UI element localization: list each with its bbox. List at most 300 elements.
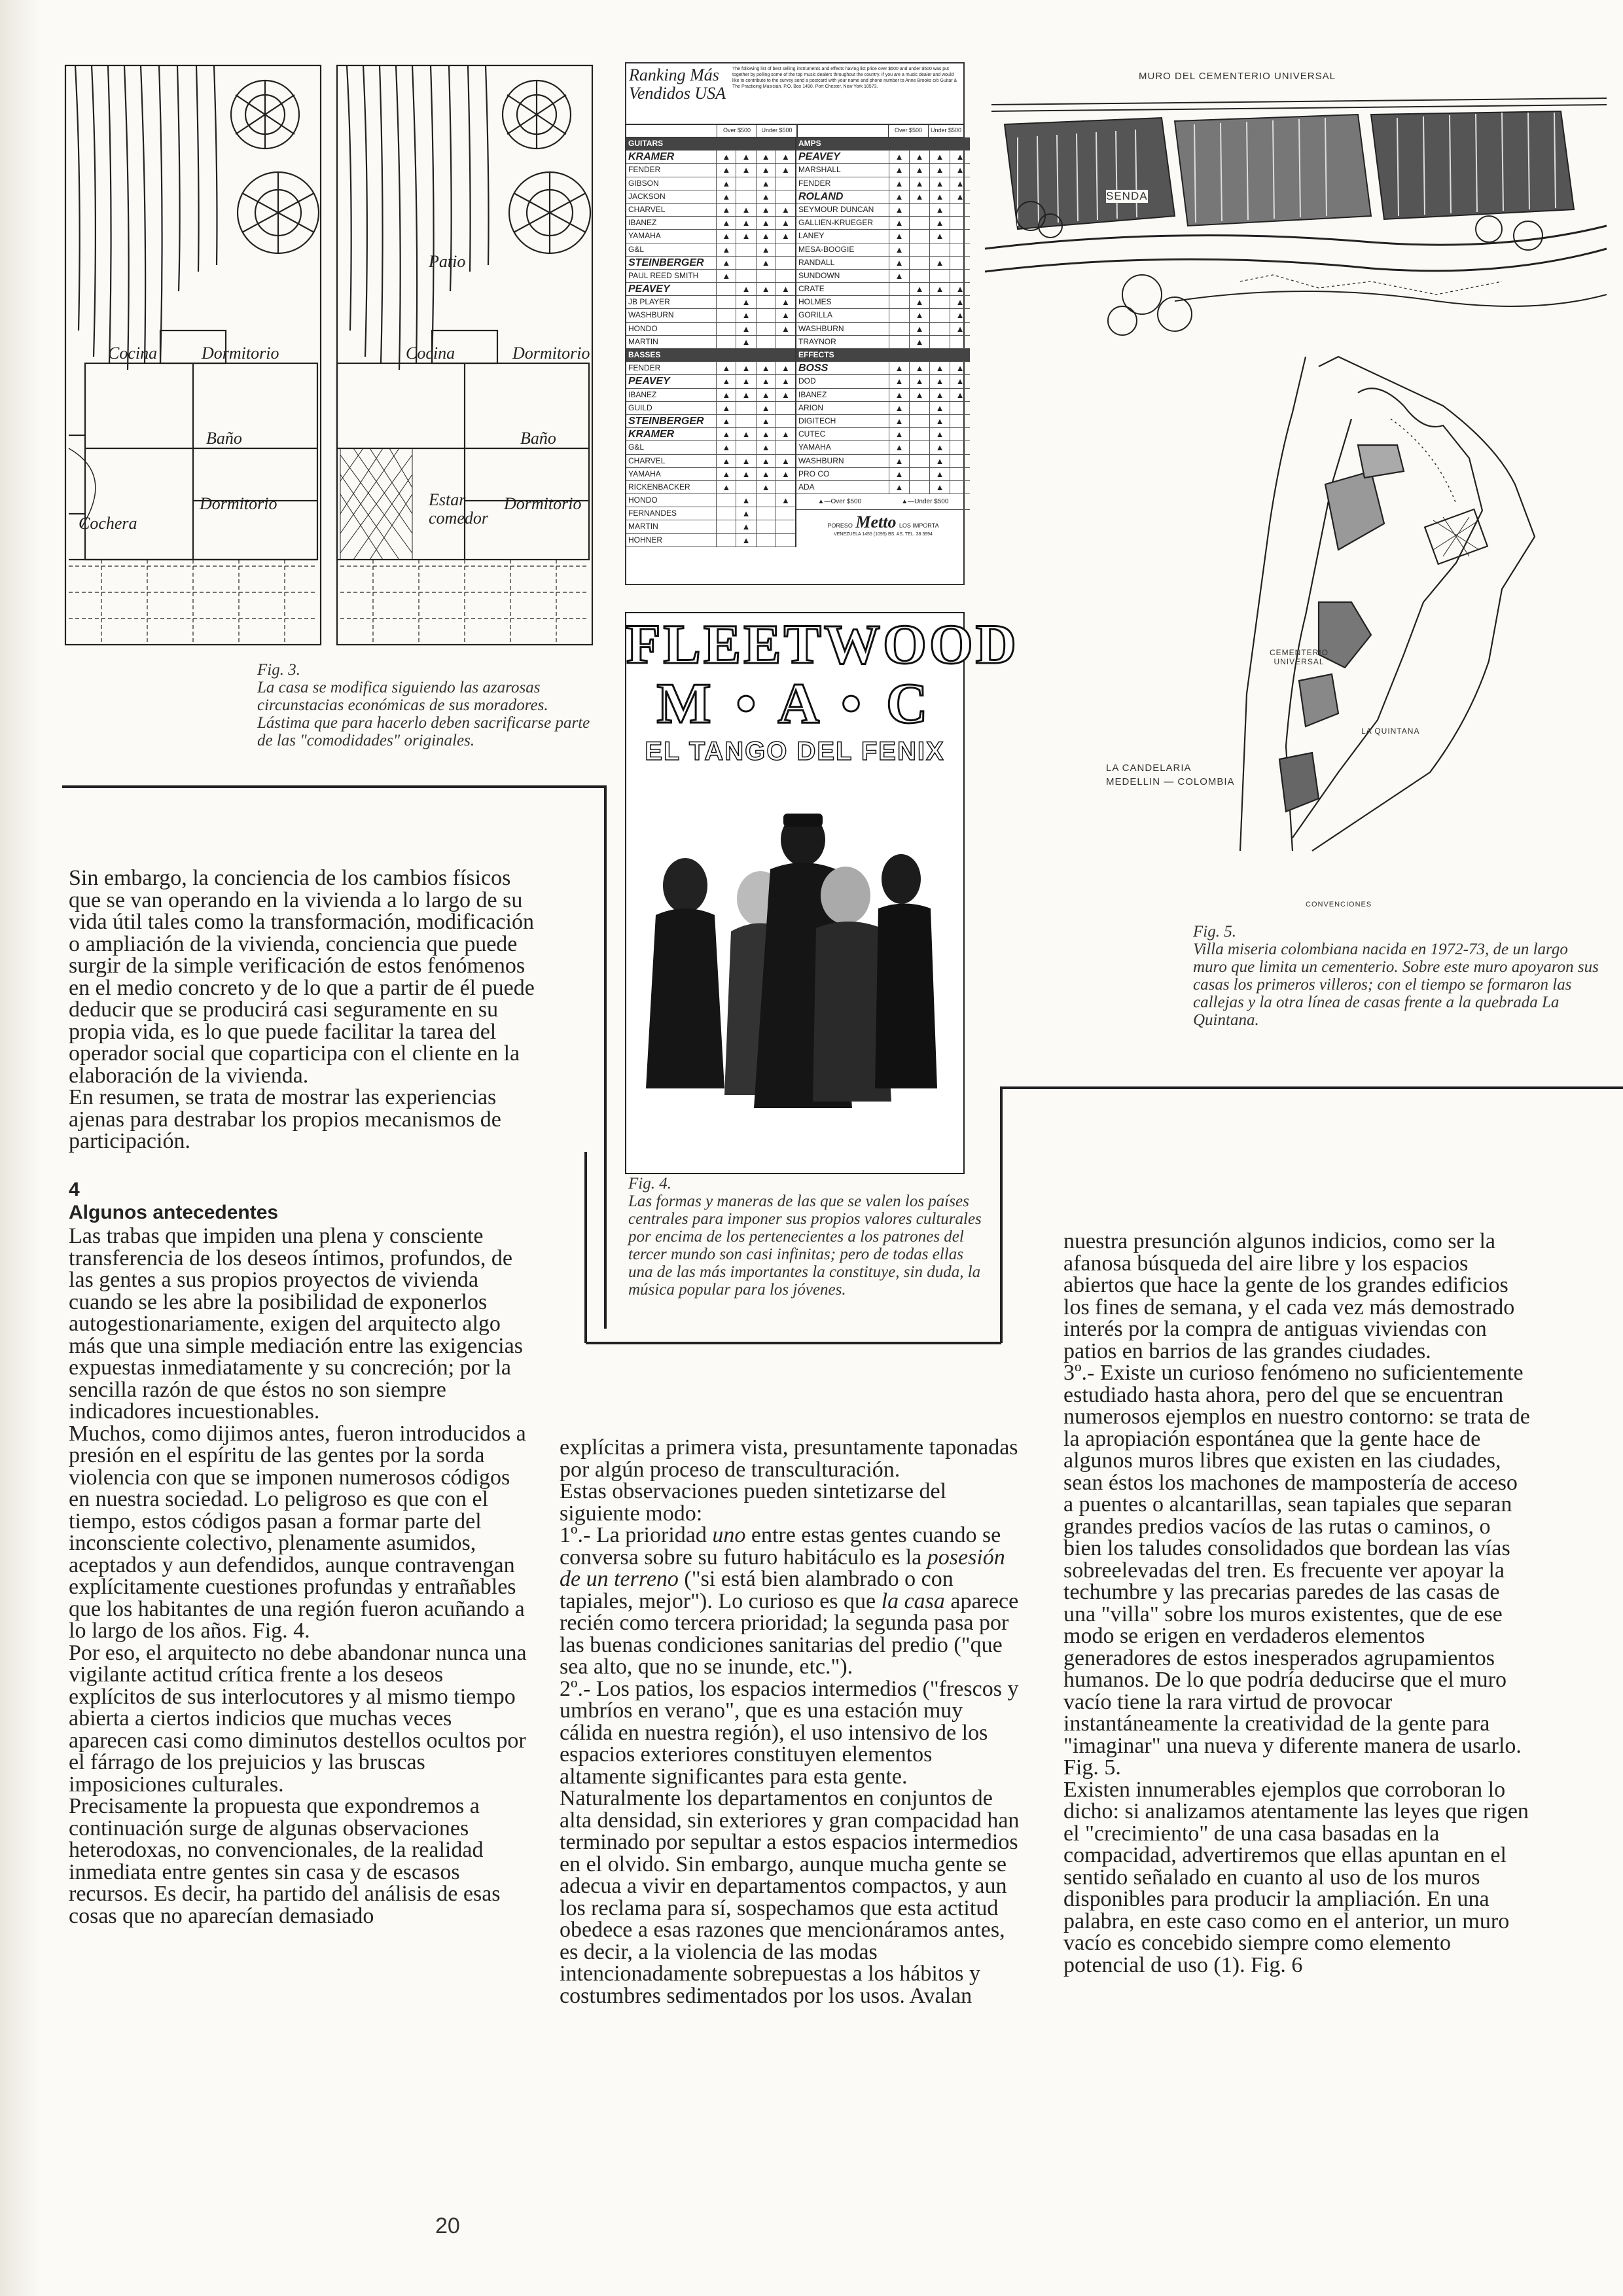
fig5-label-convenciones: CONVENCIONES [1306, 901, 1372, 908]
rank-mark: ▲ [756, 204, 776, 216]
brand-name: DIGITECH [798, 416, 836, 425]
brand-name: KRAMER [628, 151, 675, 163]
rank-mark: ▲ [716, 362, 736, 374]
col1-paragraph-5: Por eso, el arquitecto no debe abandonar nunca una vigilante actitud crítica frente a los deseos explícitos de sus interlocutores y al mismo tiempo abierta a ciertos indicios que muchas veces aparecen casi como diminutos destellos ocultos por el fárrago de los prejuicios y las bruscas imposiciones culturales. [69, 1640, 527, 1797]
rank-mark: ▲ [736, 520, 755, 533]
rank-mark: ▲ [889, 243, 909, 256]
ranking-row [796, 230, 970, 243]
rank-mark: ▲ [776, 309, 795, 321]
rank-mark: ▲ [736, 494, 755, 507]
rank-mark: ▲ [909, 190, 929, 203]
ranking-col-headers [626, 125, 963, 137]
rank-mark: ▲ [736, 151, 755, 163]
fig3-caption [257, 661, 597, 749]
brand-name: HONDO [628, 323, 658, 333]
rank-mark [929, 270, 950, 282]
fig3-label-patio: Patio [429, 252, 466, 271]
rank-mark [909, 468, 929, 480]
rank-mark [950, 230, 970, 242]
ranking-row [626, 243, 795, 257]
fig3-label-dormitorio-right-2: Dormitorio [504, 494, 582, 513]
rank-mark [736, 441, 755, 454]
rank-mark: ▲ [929, 164, 950, 176]
sponsor-address: VENEZUELA 1455 (1095) BS. AS. TEL. 38 3994 [834, 532, 933, 537]
rank-mark [736, 243, 755, 256]
rank-mark: ▲ [776, 204, 795, 216]
fig3-label-dormitorio-right: Dormitorio [512, 344, 590, 363]
rank-mark [889, 336, 909, 348]
brand-name: PAUL REED SMITH [628, 270, 699, 280]
ranking-row [796, 283, 970, 296]
fig5-caption-number: Fig. 5. [1193, 923, 1236, 941]
ranking-row [796, 151, 970, 164]
rank-mark [716, 296, 736, 308]
rank-mark [950, 257, 970, 269]
brand-name: STEINBERGER [628, 415, 704, 427]
rank-mark: ▲ [776, 164, 795, 176]
brand-name: ADA [798, 482, 815, 492]
ranking-left-column [626, 137, 796, 547]
rank-mark: ▲ [889, 468, 909, 480]
rank-mark: ▲ [776, 494, 795, 507]
ranking-row [626, 402, 795, 415]
rank-mark: ▲ [716, 270, 736, 282]
rank-mark: ▲ [929, 402, 950, 414]
fig3-label-estar: Estar comedor [429, 490, 488, 528]
brand-name: FENDER [628, 363, 661, 373]
rank-mark: ▲ [929, 362, 950, 374]
rank-mark: ▲ [716, 151, 736, 163]
brand-name: CHARVEL [628, 456, 666, 465]
brand-name: YAMAHA [798, 442, 831, 452]
fig3-label-bano-right: Baño [520, 429, 556, 448]
rank-mark: ▲ [756, 441, 776, 454]
rank-mark [929, 309, 950, 321]
rank-mark: ▲ [736, 230, 755, 242]
ranking-row [796, 164, 970, 177]
rank-mark: ▲ [929, 428, 950, 440]
brand-name: YAMAHA [628, 469, 661, 478]
rank-mark: ▲ [756, 402, 776, 414]
ranking-row [626, 428, 795, 441]
rank-mark [909, 243, 929, 256]
rank-mark [929, 296, 950, 308]
ranking-row [626, 441, 795, 454]
rank-mark: ▲ [716, 217, 736, 229]
ranking-row [626, 389, 795, 402]
rank-mark: ▲ [929, 257, 950, 269]
rank-mark [736, 257, 755, 269]
brand-name: HOLMES [798, 297, 832, 307]
rank-mark: ▲ [950, 164, 970, 176]
brand-name: YAMAHA [628, 231, 661, 241]
basses-rows [626, 362, 795, 547]
brand-name: BOSS [798, 363, 829, 374]
brand-name: WASHBURN [798, 456, 844, 465]
rank-mark [776, 534, 795, 547]
ranking-row [626, 296, 795, 309]
ranking-row [796, 296, 970, 309]
brand-name: FENDER [798, 178, 831, 188]
fig4-album-cover [625, 612, 1019, 1174]
fig4-right-rule [1000, 1086, 1003, 1343]
ranking-row [626, 415, 795, 428]
rank-mark: ▲ [716, 481, 736, 493]
rank-mark: ▲ [716, 415, 736, 427]
fig5-caption [1193, 923, 1602, 1029]
rank-mark [776, 177, 795, 190]
rank-mark: ▲ [889, 270, 909, 282]
brand-name: MARTIN [628, 336, 658, 346]
rank-mark [909, 257, 929, 269]
fig5-label-muro: MURO DEL CEMENTERIO UNIVERSAL [1139, 71, 1336, 82]
rank-mark [736, 415, 755, 427]
ranking-row [796, 441, 970, 454]
col2-paragraph-2: Estas observaciones pueden sintetizarse del siguiente modo: [560, 1479, 947, 1526]
brand-name: GUILD [628, 403, 652, 412]
fig5-aerial-sketch [978, 85, 1616, 340]
brand-name: PEAVEY [628, 283, 670, 295]
ranking-row [796, 204, 970, 217]
rank-mark: ▲ [889, 362, 909, 374]
rank-mark [776, 270, 795, 282]
brand-name: GORILLA [798, 310, 833, 320]
fig3-caption-number: Fig. 3. [257, 661, 300, 679]
album-band-name-2: M • A • C [656, 672, 933, 736]
brand-name: DOD [798, 376, 816, 386]
ranking-row [796, 362, 970, 375]
rank-mark: ▲ [716, 190, 736, 203]
rank-mark: ▲ [929, 283, 950, 295]
column-3 [1063, 1230, 1533, 1976]
rank-mark: ▲ [716, 243, 736, 256]
rank-mark: ▲ [929, 230, 950, 242]
rank-mark: ▲ [909, 164, 929, 176]
rank-mark: ▲ [929, 217, 950, 229]
rank-mark [950, 468, 970, 480]
rank-mark [736, 177, 755, 190]
rank-mark: ▲ [950, 177, 970, 190]
brand-name: ARION [798, 403, 824, 412]
rank-mark: ▲ [909, 309, 929, 321]
rank-mark [776, 507, 795, 520]
fig4-ranking-table [625, 62, 965, 585]
fig3-label-dormitorio-left-2: Dormitorio [200, 494, 277, 513]
ranking-row [796, 190, 970, 204]
ranking-row [626, 164, 795, 177]
page-number: 20 [435, 2214, 460, 2238]
effects-rows [796, 362, 970, 494]
rank-mark: ▲ [716, 164, 736, 176]
rank-mark: ▲ [889, 402, 909, 414]
rank-mark: ▲ [716, 257, 736, 269]
rank-mark: ▲ [736, 468, 755, 480]
rank-mark: ▲ [929, 481, 950, 493]
rank-mark: ▲ [736, 283, 755, 295]
rank-mark: ▲ [756, 283, 776, 295]
column-2 [560, 1437, 1021, 2007]
section-title: Algunos antecedentes [69, 1202, 279, 1223]
col-over-label: Over $500 [717, 125, 757, 137]
rank-mark [889, 296, 909, 308]
brand-name: CUTEC [798, 429, 826, 439]
rank-mark: ▲ [776, 283, 795, 295]
ranking-row [796, 270, 970, 283]
brand-name: WASHBURN [798, 323, 844, 333]
rank-mark: ▲ [756, 428, 776, 440]
ranking-row [626, 217, 795, 230]
col3-paragraph-1: nuestra presunción algunos indicios, como ser la afanosa búsqueda del aire libre y los espacios abiertos que hace la gente de los grandes edificios los fines de semana, y el cada vez más demostrado interés por la compra de antiguas viviendas con patios en barrios de las grandes ciudades. [1063, 1229, 1515, 1363]
col1-paragraph-6: Precisamente la propuesta que expondremos a continuación surge de algunas observaciones heterodoxas, no convencionales, de la realidad inmediata entre gentes sin casa y de escasos recursos. Es decir, ha partido del análisis de esas cosas que no aparecían demasiado [69, 1794, 501, 1928]
rank-mark: ▲ [909, 177, 929, 190]
rank-mark [929, 323, 950, 335]
fig3-caption-text: La casa se modifica siguiendo las azarosas circunstacias económicas de sus moradores. Lástima que para hacerlo deben sacrificarse parte de las "comodidades" originales. [257, 679, 590, 749]
rank-mark: ▲ [889, 375, 909, 387]
brand-name: MESA-BOOGIE [798, 244, 855, 254]
ranking-row [626, 270, 795, 283]
rank-mark [889, 309, 909, 321]
brand-name: WASHBURN [628, 310, 674, 320]
fig3-label-cocina-right: Cocina [406, 344, 455, 363]
fig5-label-medellin: MEDELLIN — COLOMBIA [1106, 776, 1235, 787]
rank-mark [756, 507, 776, 520]
fig3-bottom-rule [62, 785, 605, 788]
rank-mark: ▲ [909, 336, 929, 348]
ranking-row [626, 204, 795, 217]
ranking-row [626, 309, 795, 322]
rank-mark: ▲ [889, 164, 909, 176]
rank-mark: ▲ [736, 217, 755, 229]
album-band-photo [626, 781, 961, 1121]
rank-mark: ▲ [889, 217, 909, 229]
ranking-row [796, 177, 970, 190]
rank-mark: ▲ [756, 389, 776, 401]
rank-mark [716, 336, 736, 348]
ranking-row [626, 534, 795, 547]
rank-mark: ▲ [889, 428, 909, 440]
ranking-row [796, 375, 970, 388]
rank-mark [929, 336, 950, 348]
fig5-label-cementerio: CEMENTERIO UNIVERSAL [1269, 648, 1329, 666]
brand-name: JB PLAYER [628, 297, 670, 307]
guitars-rows [626, 151, 795, 349]
page-edge [0, 0, 39, 2296]
brand-name: CHARVEL [628, 204, 666, 214]
rank-mark [776, 402, 795, 414]
rank-mark [950, 270, 970, 282]
rank-mark: ▲ [889, 415, 909, 427]
rank-mark [716, 520, 736, 533]
rank-mark: ▲ [776, 230, 795, 242]
fig4-caption-number: Fig. 4. [628, 1175, 671, 1193]
rank-mark: ▲ [756, 151, 776, 163]
rank-mark: ▲ [776, 389, 795, 401]
rank-mark: ▲ [889, 389, 909, 401]
ranking-row [626, 468, 795, 481]
rank-mark: ▲ [756, 190, 776, 203]
rank-mark [756, 270, 776, 282]
rank-mark: ▲ [736, 323, 755, 335]
rank-mark: ▲ [776, 455, 795, 467]
rank-mark: ▲ [736, 336, 755, 348]
rank-mark: ▲ [776, 217, 795, 229]
ranking-row [796, 455, 970, 468]
column-1 [69, 867, 535, 1927]
ranking-row [626, 494, 795, 507]
rank-mark: ▲ [756, 468, 776, 480]
rank-mark: ▲ [950, 296, 970, 308]
rank-mark: ▲ [756, 243, 776, 256]
rank-mark [756, 296, 776, 308]
rank-mark [716, 534, 736, 547]
rank-mark: ▲ [909, 362, 929, 374]
rank-mark: ▲ [736, 362, 755, 374]
rank-mark: ▲ [756, 164, 776, 176]
ranking-legend [796, 494, 970, 510]
rank-mark [736, 481, 755, 493]
rank-mark: ▲ [929, 177, 950, 190]
rank-mark: ▲ [889, 190, 909, 203]
rank-mark [950, 441, 970, 454]
brand-name: CRATE [798, 284, 825, 294]
rank-mark [950, 217, 970, 229]
rank-mark: ▲ [776, 428, 795, 440]
brand-name: G&L [628, 442, 645, 452]
ranking-row [796, 389, 970, 402]
rank-mark [756, 336, 776, 348]
rank-mark [929, 243, 950, 256]
rank-mark: ▲ [716, 441, 736, 454]
ranking-row [626, 375, 795, 388]
brand-name: SEYMOUR DUNCAN [798, 204, 874, 214]
rank-mark [776, 336, 795, 348]
rank-mark: ▲ [889, 204, 909, 216]
ranking-row [796, 481, 970, 494]
rank-mark: ▲ [776, 323, 795, 335]
rank-mark: ▲ [716, 402, 736, 414]
rank-mark: ▲ [950, 151, 970, 163]
rank-mark: ▲ [929, 375, 950, 387]
rank-mark [776, 481, 795, 493]
brand-name: GALLIEN-KRUEGER [798, 218, 874, 228]
rank-mark: ▲ [776, 375, 795, 387]
rank-mark: ▲ [950, 309, 970, 321]
ranking-right-column [796, 137, 970, 547]
rank-mark [909, 217, 929, 229]
rank-mark: ▲ [889, 257, 909, 269]
rank-mark [909, 481, 929, 493]
ranking-header [626, 63, 963, 125]
rank-mark: ▲ [889, 455, 909, 467]
rank-mark [716, 507, 736, 520]
rank-mark: ▲ [950, 323, 970, 335]
fig5-bottom-rule [1000, 1086, 1623, 1089]
rank-mark: ▲ [909, 296, 929, 308]
fig3-label-bano-left: Baño [206, 429, 242, 448]
guitars-header: GUITARS [626, 137, 795, 151]
legend-over: ▲—Over $500 [817, 498, 862, 506]
rank-mark [909, 402, 929, 414]
rank-mark: ▲ [776, 468, 795, 480]
album-band-name: FLEETWOOD [626, 613, 1019, 675]
ranking-row [796, 217, 970, 230]
fig5-label-quintana: LA QUINTANA [1361, 726, 1420, 736]
rank-mark: ▲ [909, 375, 929, 387]
rank-mark [909, 230, 929, 242]
rank-mark: ▲ [716, 468, 736, 480]
ranking-title: Ranking Más Vendidos USA [629, 65, 726, 103]
rank-mark: ▲ [756, 481, 776, 493]
rank-mark: ▲ [889, 230, 909, 242]
fig3-label-dormitorio-left: Dormitorio [202, 344, 279, 363]
rank-mark [756, 323, 776, 335]
rank-mark [909, 270, 929, 282]
rank-mark [716, 494, 736, 507]
fig5-label-senda: SENDA [1106, 190, 1148, 202]
rank-mark: ▲ [736, 534, 755, 547]
brand-name: G&L [628, 244, 645, 254]
col1-paragraph-3: Las trabas que impiden una plena y consciente transferencia de los deseos íntimos, profundos, de las gentes a sus propios proyectos de vivienda cuando se les abre la posibilidad de exponerlos autogestionariamente, exigen del arquitecto algo más que una simple mediación entre las exigencias expuestas inmediatamente y su concreción; por la sencilla razón de que éstos no son siempre indicadores incuestionables. [69, 1224, 523, 1424]
rank-mark [736, 190, 755, 203]
rank-mark [756, 534, 776, 547]
ranking-row [796, 468, 970, 481]
rank-mark [950, 481, 970, 493]
col2-paragraph-3: 1º.- La prioridad uno entre estas gentes cuando se conversa sobre su futuro habitáculo es la posesión de un terreno ("si está bien alambrado o con tapiales, mejor"). Lo curioso es que la casa aparece recién como tercera prioridad; la segunda pasa por las buenas condiciones sanitarias del predio ("que sea alto, que no se inunde, etc."). [560, 1523, 1019, 1679]
rank-mark: ▲ [736, 164, 755, 176]
ranking-row [626, 257, 795, 270]
ranking-row [626, 283, 795, 296]
amps-rows [796, 151, 970, 349]
rank-mark: ▲ [950, 375, 970, 387]
ranking-row [796, 243, 970, 257]
rank-mark: ▲ [736, 296, 755, 308]
brand-name: FENDER [628, 165, 661, 175]
ranking-sponsor: PORESO Metto LOS IMPORTA VENEZUELA 1455 (1095) BS. AS. TEL. 38 3994 [796, 510, 970, 539]
ranking-row [796, 257, 970, 270]
rank-mark: ▲ [756, 177, 776, 190]
section-number: 4 [69, 1178, 80, 1200]
rank-mark: ▲ [929, 441, 950, 454]
brand-name: STEINBERGER [628, 257, 704, 268]
brand-name: KRAMER [628, 429, 675, 440]
fig4-caption-text: Las formas y maneras de las que se valen los países centrales para imponer sus propios valores culturales por encima de los pertenecientes a los patrones del tercer mundo son casi infinitas; pero de todas ellas una de las más importantes la constituye, sin duda, la música popular para los jóvenes. [628, 1193, 982, 1299]
col-under-label-2: Under $500 [928, 125, 963, 137]
ranking-row [626, 323, 795, 336]
rank-mark: ▲ [950, 362, 970, 374]
brand-name: MARSHALL [798, 165, 841, 175]
col1-paragraph-4: Muchos, como dijimos antes, fueron introducidos a presión en el espíritu de las gentes por la sorda violencia con que se imponen numerosos códigos en nuestra sociedad. Lo peligroso es que con el tiempo, estos códigos pasan a formar parte del inconsciente colectivo, plenamente asumidos, aceptados y aun defendidos, aunque contravengan explícitamente cuestiones profundas y entrañables que los habitantes de una región fueron acuñando a lo largo de los años. Fig. 4. [69, 1421, 526, 1643]
fig3-label-cocina-left: Cocina [108, 344, 158, 363]
rank-mark [716, 309, 736, 321]
effects-header: EFFECTS [796, 349, 970, 362]
rank-mark [776, 415, 795, 427]
ranking-note: The following list of best selling instruments and effects having list price over $500 and under $500 was put together by polling some of the top music dealers throughout the country. If you are a music dealer and would like to contribute to the survey send a postcard with your name and phone number to Anne Brooks c/o Guitar & The Practicing Musician, P.O. Box 1490, Port Chester, New York 10573. [732, 67, 957, 89]
fig5-site-map [1207, 353, 1548, 857]
rank-mark: ▲ [716, 389, 736, 401]
brand-name: RANDALL [798, 257, 835, 267]
ranking-row [626, 481, 795, 494]
fig4-caption [628, 1175, 985, 1299]
rank-mark: ▲ [909, 151, 929, 163]
rank-mark [756, 309, 776, 321]
brand-name: IBANEZ [628, 389, 657, 399]
legend-under: ▲—Under $500 [901, 498, 949, 506]
brand-name: GIBSON [628, 178, 659, 188]
ranking-row [626, 520, 795, 533]
col-over-label-2: Over $500 [888, 125, 928, 137]
col3-paragraph-3: Existen innumerables ejemplos que corroboran lo dicho: si analizamos atentamente las leyes que rigen el "crecimiento" de una casa basadas en la compacidad, advertiremos que ellas apuntan en el sentido señalado en cuanto al uso de los muros disponibles para producir la ampliación. En una palabra, en este caso como en el anterior, un muro vacío es concebido siempre como elemento potencial de uso (1). Fig. 6 [1063, 1777, 1529, 1977]
brand-name: PEAVEY [628, 376, 670, 387]
